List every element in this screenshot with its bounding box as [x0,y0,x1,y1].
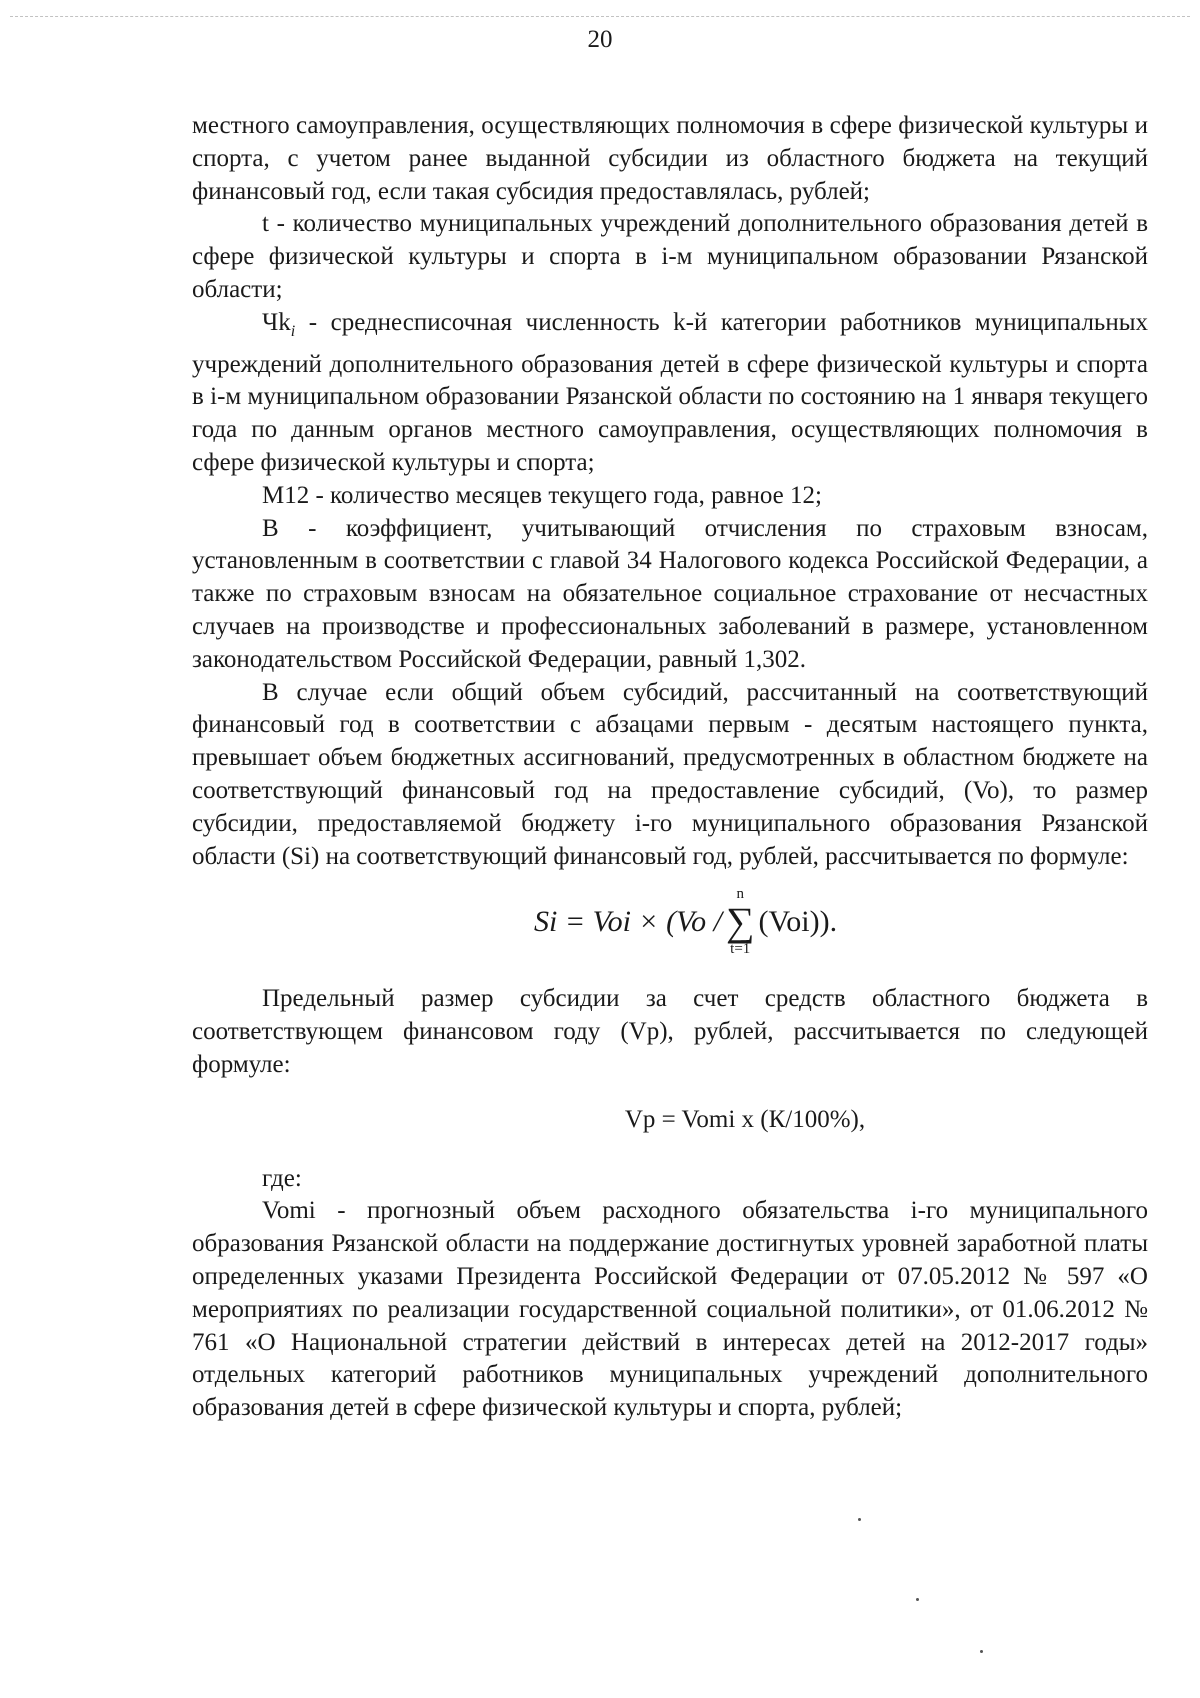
scan-speck [980,1650,983,1653]
document-body [192,110,1148,1425]
scan-artifact-line [10,16,1190,17]
sigma-symbol: ∑ [725,899,755,945]
paragraph-definition-vomi: Vomi - прогнозный объем расходного обязательства i-го муниципального образования Рязанской области на поддержание достигнутых уровней заработной платы определенных указами Президента Российской Федерации от 07.05.2012 № 597 «О мероприятиях по реализации государственной социальной политики», от 01.06.2012 № 761 «О Национальной стратегии действий в интересах детей на 2012-2017 годы» отдельных категорий работников муниципальных учреждений дополнительного образования детей в сфере физической культуры и спорта, рублей; [192,1197,1148,1422]
formula-si-right: (Voi)). [758,904,838,938]
paragraph-definition-b: В - коэффициент, учитывающий отчисления по страховым взносам, установленным в соответствии с главой 34 Налогового кодекса Российской Федерации, а также по страховым взносам на обязательное социальное страхование от несчастных случаев на производстве и профессиональных заболеваний в размере, установленном законодательством Российской Федерации, равный 1,302. [192,514,1148,673]
scan-speck [916,1598,919,1601]
sigma-block [726,887,755,957]
symbol-chk-subscript: i [290,322,296,340]
scan-speck [858,1518,861,1521]
paragraph-case-exceeds: В случае если общий объем субсидий, рассчитанный на соответствующий финансовый год в соответствии с абзацами первым - десятым настоящего пункта, превышает объем бюджетных ассигнований, предусмотренных в областном бюджете на соответствующий финансовый год на предоставление субсидий, (Vo), то размер субсидии, предоставляемой бюджету i-го муниципального образования Рязанской области (Si) на соответствующий финансовый год, рублей, рассчитывается по формуле: [192,678,1148,870]
paragraph-definition-m12: М12 - количество месяцев текущего года, равное 12; [262,481,822,509]
page-number: 20 [587,26,613,53]
paragraph-limit-size: Предельный размер субсидии за счет средств областного бюджета в соответствующем финансовом году (Vp), рублей, рассчитывается по следующей формуле: [192,985,1148,1078]
paragraph-continuation: местного самоуправления, осуществляющих полномочия в сфере физической культуры и спорта, с учетом ранее выданной субсидии из областного бюджета на текущий финансовый год, если такая субсидия предоставлялась, рублей; [192,112,1148,205]
paragraph-where: где: [262,1164,302,1192]
paragraph-definition-t: t - количество муниципальных учреждений дополнительного образования детей в сфере физической культуры и спорта в i-м муниципальном образовании Рязанской области; [192,210,1148,303]
formula-si [192,879,1148,965]
definition-chk-text: - среднесписочная численность k-й категории работников муниципальных учреждений дополнительного образования детей в сфере физической культуры и спорта в i-м муниципальном образовании Рязанской области по состоянию на 1 января текущего года по данным органов местного самоуправления, осуществляющих полномочия в сфере физической культуры и спорта; [192,308,1148,476]
sigma-upper-limit: n [736,886,744,903]
formula-vp: Vp = Vomi x (К/100%), [624,1105,866,1133]
paragraph-definition-chk [192,307,1148,480]
symbol-chk: Чk [262,308,291,336]
formula-si-expression [534,879,837,965]
sigma-lower-limit: t=1 [730,941,751,958]
formula-si-left: Si = Voi × (Vo / [534,904,722,938]
